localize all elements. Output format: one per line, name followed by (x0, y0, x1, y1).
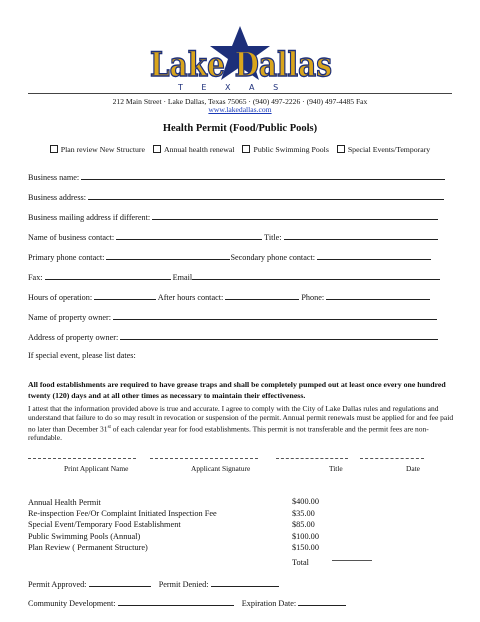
business-contact-row (28, 231, 438, 242)
property-owner-label: Name of property owner: (28, 313, 111, 322)
property-address-field[interactable] (120, 331, 438, 340)
primary-phone-field[interactable] (106, 251, 230, 260)
total-line[interactable] (332, 560, 372, 561)
fee-name: Public Swimming Pools (Annual) (28, 532, 141, 541)
after-hours-label: After hours contact: (157, 293, 224, 302)
secondary-phone-label: Secondary phone contact: (230, 253, 316, 262)
header-rule (28, 93, 452, 94)
checkbox[interactable] (242, 145, 250, 153)
fax-email-row (28, 271, 440, 282)
business-contact-label: Name of business contact: (28, 233, 115, 242)
phone-label: Phone: (301, 293, 325, 302)
signature-caption: Applicant Signature (191, 464, 251, 473)
secondary-phone-field[interactable] (317, 251, 431, 260)
email-field[interactable] (192, 271, 440, 280)
mailing-address-label: Business mailing address if different: (28, 213, 151, 222)
after-hours-field[interactable] (225, 291, 299, 300)
fee-amount: $400.00 (292, 497, 319, 506)
fee-name: Plan Review ( Permanent Structure) (28, 543, 148, 552)
signature-line[interactable] (150, 458, 258, 459)
primary-phone-label: Primary phone contact: (28, 253, 105, 262)
community-development-label: Community Development: (28, 599, 116, 608)
business-address-label: Business address: (28, 193, 86, 202)
business-contact-field[interactable] (116, 231, 262, 240)
checkbox[interactable] (337, 145, 345, 153)
fee-amount: $35.00 (292, 509, 315, 518)
logo-texas: T E X A S (178, 83, 287, 92)
hours-field[interactable] (94, 291, 156, 300)
permit-approved-label: Permit Approved: (28, 580, 87, 589)
grease-trap-notice: All food establishments are required to have grease traps and shall be completely pumped out at least once every one hundred twenty (120) days and at all other times as necessary to maintain their effectiveness. (28, 380, 446, 400)
form-title: Health Permit (Food/Public Pools) (162, 123, 318, 134)
phone-field[interactable] (326, 291, 430, 300)
logo-lake: Lake Dallas (150, 45, 332, 85)
business-name-row (28, 171, 445, 182)
property-owner-row (28, 311, 437, 322)
title-field[interactable] (284, 231, 438, 240)
city-address: 212 Main Street · Lake Dallas, Texas 75065 · (940) 497-2226 · (940) 497-4485 Fax (112, 97, 368, 106)
community-dev-row (28, 597, 346, 608)
business-address-row (28, 191, 444, 202)
community-development-field[interactable] (118, 597, 234, 606)
title-caption: Title (329, 464, 343, 473)
fax-label: Fax: (28, 273, 43, 282)
fee-amount: $150.00 (292, 543, 319, 552)
option-public-pools[interactable]: Public Swimming Pools (242, 145, 328, 154)
city-website-link[interactable]: www.lakedallas.com (208, 105, 272, 114)
special-event-dates-label: If special event, please list dates: (28, 351, 136, 360)
permit-denied-label: Permit Denied: (158, 580, 209, 589)
property-owner-field[interactable] (113, 311, 437, 320)
permit-denied-field[interactable] (211, 578, 279, 587)
date-line[interactable] (360, 458, 424, 459)
title-line[interactable] (276, 458, 348, 459)
fax-field[interactable] (45, 271, 171, 280)
permit-approved-field[interactable] (89, 578, 151, 587)
fee-name: Annual Health Permit (28, 498, 101, 507)
approval-row (28, 578, 279, 589)
fee-name: Special Event/Temporary Food Establishment (28, 520, 181, 529)
title-label: Title: (264, 233, 282, 242)
fee-amount: $100.00 (292, 532, 319, 541)
checkbox[interactable] (153, 145, 161, 153)
property-address-label: Address of property owner: (28, 333, 119, 342)
mailing-address-field[interactable] (152, 211, 438, 220)
checkbox[interactable] (50, 145, 58, 153)
option-special-events[interactable]: Special Events/Temporary (337, 145, 430, 154)
fee-name: Re-inspection Fee/Or Complaint Initiated Inspection Fee (28, 509, 217, 518)
business-name-label: Business name: (28, 173, 80, 182)
fee-amount: $85.00 (292, 520, 315, 529)
date-caption: Date (406, 464, 420, 473)
option-annual-renewal[interactable]: Annual health renewal (153, 145, 235, 154)
business-address-field[interactable] (88, 191, 444, 200)
city-logo (0, 20, 480, 92)
business-name-field[interactable] (81, 171, 445, 180)
email-label: Email (172, 273, 193, 282)
option-plan-review[interactable]: Plan review New Structure (50, 145, 145, 154)
print-name-caption: Print Applicant Name (64, 464, 129, 473)
expiration-date-label: Expiration Date: (241, 599, 297, 608)
hours-label: Hours of operation: (28, 293, 93, 302)
total-label: Total (292, 558, 309, 567)
print-name-line[interactable] (28, 458, 136, 459)
expiration-date-field[interactable] (298, 597, 346, 606)
permit-type-options (0, 145, 480, 154)
hours-row (28, 291, 430, 302)
attestation-text: I attest that the information provided above is true and accurate. I agree to comply with the City of Lake Dallas rules and regulations and understand that failure to do so may result in revocation or suspension of the permit. Annual permit renewals must be applied for and fee paid no later than December 31st of each calendar year for food establishments. This permit is not transferable and the permit fees are non-refundable. (28, 404, 454, 443)
mailing-address-row (28, 211, 438, 222)
property-address-row (28, 331, 438, 342)
phone-row (28, 251, 431, 262)
